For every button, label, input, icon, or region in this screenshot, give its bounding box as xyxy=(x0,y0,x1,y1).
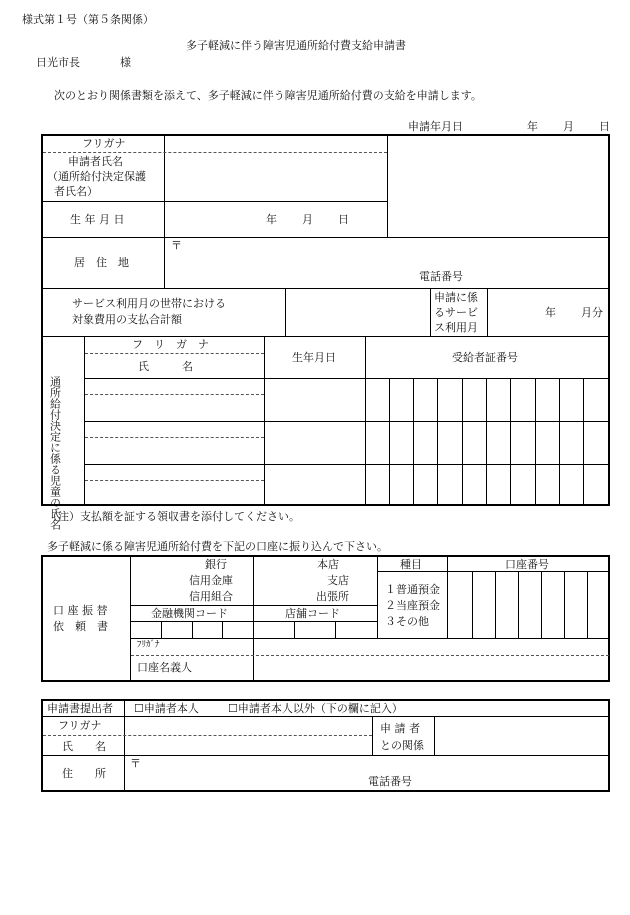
applicant-name-label: 申請者氏名 xyxy=(68,155,123,168)
submitter-relation-label: 申 請 者 xyxy=(380,722,420,735)
bank-intro: 多子軽減に係る障害児通所給付費を下記の口座に振り込んで下さい。 xyxy=(47,540,388,553)
holder-furigana-label: ﾌﾘｶﾞﾅ xyxy=(137,640,160,650)
form-title: 多子軽減に伴う障害児通所給付費支給申請書 xyxy=(186,39,406,52)
child-2-cert-input[interactable] xyxy=(367,423,608,463)
holder-furigana-input[interactable] xyxy=(255,640,608,654)
branch-type-branch: 支店 xyxy=(327,574,349,587)
account-type-current[interactable]: ２当座預金 xyxy=(385,599,440,612)
bank-type-shinkin: 信用金庫 xyxy=(189,574,233,587)
children-name-header: 氏 名 xyxy=(138,360,193,373)
child-2-dob-input[interactable] xyxy=(266,423,364,463)
submitter-label: 申請書提出者 xyxy=(47,702,113,715)
branch-code-label: 店舗コード xyxy=(285,607,340,620)
children-dob-header: 生年月日 xyxy=(292,351,336,364)
application-date-label: 申請年月日 xyxy=(408,120,463,133)
submitter-relation-label-2: との関係 xyxy=(380,739,424,752)
submitter-furigana-input[interactable] xyxy=(126,718,371,734)
bank-side-label-2: 依 頼 書 xyxy=(53,620,108,633)
application-date-year: 年 xyxy=(527,120,538,133)
bank-side-label: 口 座 振 替 xyxy=(53,604,108,617)
submitter-name-label: 氏 名 xyxy=(62,740,106,753)
bank-code-label: 金融機関コード xyxy=(151,607,228,620)
submitter-address-label: 住 所 xyxy=(62,767,106,780)
submitter-option-other[interactable]: ☐申請者本人以外（下の欄に記入） xyxy=(228,702,403,715)
applicant-address-input[interactable] xyxy=(166,239,608,287)
submitter-relation-input[interactable] xyxy=(436,718,608,754)
submitter-name-input[interactable] xyxy=(126,737,371,754)
account-type-other[interactable]: ３その他 xyxy=(385,615,429,628)
receipt-note: （注）支払額を証する領収書を添付してください。 xyxy=(47,510,300,523)
bank-type-bank: 銀行 xyxy=(205,558,227,571)
applicant-address-label: 居 住 地 xyxy=(74,256,129,269)
child-1-cert-input[interactable] xyxy=(367,380,608,420)
children-cert-header: 受給者証番号 xyxy=(452,351,518,364)
applicant-name-label-sub: （通所給付決定保護 xyxy=(47,170,146,183)
child-3-cert-input[interactable] xyxy=(367,466,608,504)
applicant-dob-label: 生 年 月 日 xyxy=(70,213,125,226)
service-total-label: サービス利用月の世帯における xyxy=(72,297,226,310)
branch-name-input[interactable] xyxy=(255,557,376,604)
child-1-name-input[interactable] xyxy=(86,380,263,420)
application-date-day: 日 xyxy=(599,120,610,133)
service-total-label-sub: 対象費用の支払合計額 xyxy=(72,313,182,326)
applicant-name-label-sub2: 者氏名） xyxy=(54,185,98,198)
account-type-ordinary[interactable]: １普通預金 xyxy=(385,583,440,596)
bank-type-kumiai: 信用組合 xyxy=(189,590,233,603)
branch-code-input[interactable] xyxy=(255,623,376,637)
applicant-furigana-input[interactable] xyxy=(166,136,386,151)
submitter-postal-mark: 〒 xyxy=(130,757,141,770)
applicant-dob-year: 年 xyxy=(266,213,277,226)
account-type-header: 種目 xyxy=(400,558,422,571)
service-month-label-3: ス利用月 xyxy=(434,321,478,334)
postal-mark: 〒 xyxy=(171,239,182,252)
holder-name-input[interactable] xyxy=(255,657,608,680)
submitter-phone-label: 電話番号 xyxy=(368,775,412,788)
submitter-address-input[interactable] xyxy=(126,757,608,790)
account-number-header: 口座番号 xyxy=(505,558,549,571)
application-date-month: 月 xyxy=(563,120,574,133)
bank-name-input[interactable] xyxy=(132,557,252,604)
service-month-label-2: るサービ xyxy=(434,306,478,319)
account-number-input[interactable] xyxy=(449,573,608,637)
child-1-dob-input[interactable] xyxy=(266,380,364,420)
service-month-month: 月分 xyxy=(581,306,603,319)
applicant-dob-day: 日 xyxy=(338,213,349,226)
applicant-dob-month: 月 xyxy=(302,213,313,226)
children-side-label: 通所給付決定に係る児童の氏名 xyxy=(48,376,62,530)
child-3-dob-input[interactable] xyxy=(266,466,364,504)
form-number: 様式第１号（第５条関係） xyxy=(22,13,154,26)
child-2-name-input[interactable] xyxy=(86,423,263,463)
bank-code-input[interactable] xyxy=(132,623,252,637)
addressee-honorific: 様 xyxy=(120,56,131,69)
branch-type-main: 本店 xyxy=(317,558,339,571)
intro-text: 次のとおり関係書類を添えて、多子軽減に伴う障害児通所給付費の支給を申請します。 xyxy=(54,89,482,102)
addressee: 日光市長 xyxy=(36,56,80,69)
child-3-name-input[interactable] xyxy=(86,466,263,504)
applicant-phone-label: 電話番号 xyxy=(419,270,463,283)
service-month-label: 申請に係 xyxy=(434,291,478,304)
applicant-name-input[interactable] xyxy=(166,154,386,200)
service-total-input[interactable] xyxy=(287,290,429,335)
branch-type-office: 出張所 xyxy=(316,590,349,603)
submitter-option-self[interactable]: ☐申請者本人 xyxy=(134,702,199,715)
holder-label: 口座名義人 xyxy=(137,661,192,674)
service-month-year: 年 xyxy=(545,306,556,319)
children-furigana-header: フ リ ガ ナ xyxy=(132,338,209,351)
applicant-furigana-label: フリガナ xyxy=(82,137,126,150)
submitter-furigana-label: フリガナ xyxy=(58,719,102,732)
